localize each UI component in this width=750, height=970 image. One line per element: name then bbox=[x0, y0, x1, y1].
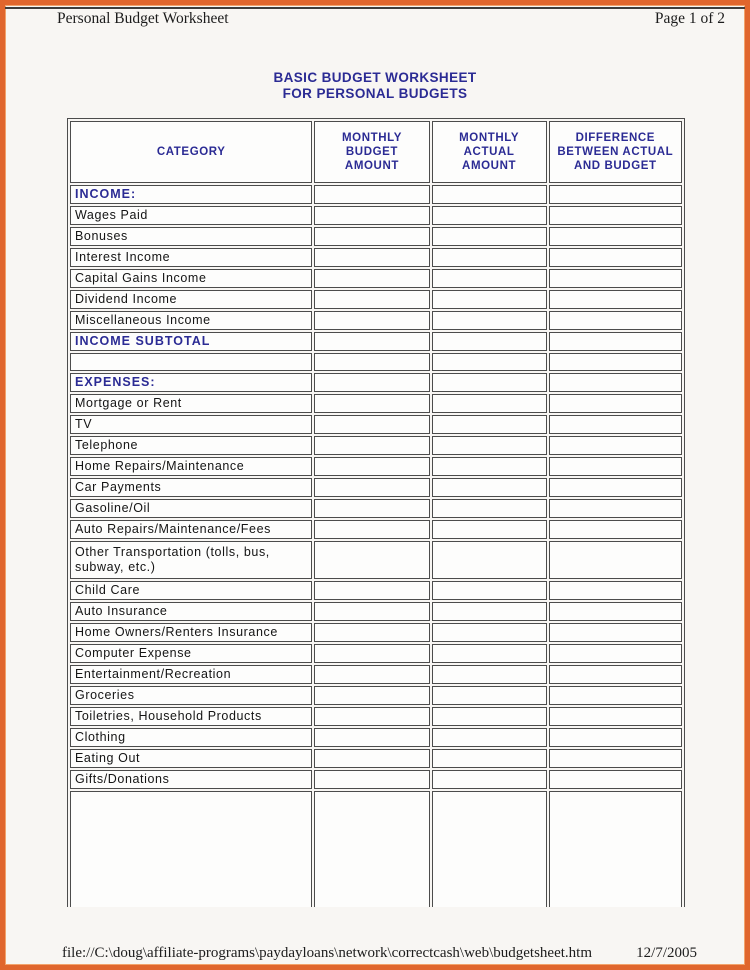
worksheet-title-line1: BASIC BUDGET WORKSHEET bbox=[273, 70, 477, 85]
table-row bbox=[70, 227, 682, 246]
category-cell: Car Payments bbox=[70, 478, 312, 497]
document-footer bbox=[62, 945, 697, 962]
difference-cell bbox=[549, 373, 682, 392]
table-row bbox=[70, 581, 682, 600]
budget-amount-cell bbox=[314, 311, 429, 330]
category-cell: Mortgage or Rent bbox=[70, 394, 312, 413]
difference-cell bbox=[549, 457, 682, 476]
category-cell: Other Transportation (tolls, bus, subway, etc.) bbox=[70, 541, 312, 579]
difference-cell bbox=[549, 269, 682, 288]
actual-amount-cell bbox=[432, 644, 547, 663]
budget-amount-cell bbox=[314, 394, 429, 413]
document-header-title: Personal Budget Worksheet bbox=[57, 10, 229, 27]
actual-amount-cell bbox=[432, 311, 547, 330]
table-row bbox=[70, 707, 682, 726]
actual-amount-cell bbox=[432, 770, 547, 789]
budget-amount-cell bbox=[314, 373, 429, 392]
table-row bbox=[70, 478, 682, 497]
actual-amount-cell bbox=[432, 581, 547, 600]
footer-file-path: file://C:\doug\affiliate-programs\paydayloans\network\correctcash\web\budgetsheet.htm bbox=[62, 945, 592, 961]
difference-cell bbox=[549, 311, 682, 330]
actual-amount-cell bbox=[432, 248, 547, 267]
difference-cell bbox=[549, 436, 682, 455]
table-header-row bbox=[70, 121, 682, 183]
budget-amount-cell bbox=[314, 185, 429, 204]
table-row bbox=[70, 791, 682, 907]
actual-amount-cell bbox=[432, 436, 547, 455]
category-cell: TV bbox=[70, 415, 312, 434]
budget-amount-cell bbox=[314, 269, 429, 288]
difference-cell bbox=[549, 394, 682, 413]
category-cell: EXPENSES: bbox=[70, 373, 312, 392]
budget-amount-cell bbox=[314, 290, 429, 309]
table-row bbox=[70, 770, 682, 789]
actual-amount-cell bbox=[432, 499, 547, 518]
difference-cell bbox=[549, 248, 682, 267]
table-row bbox=[70, 499, 682, 518]
budget-amount-cell bbox=[314, 248, 429, 267]
difference-cell bbox=[549, 353, 682, 371]
table-row bbox=[70, 311, 682, 330]
difference-cell bbox=[549, 770, 682, 789]
table-row bbox=[70, 290, 682, 309]
category-cell: Eating Out bbox=[70, 749, 312, 768]
category-cell: Gifts/Donations bbox=[70, 770, 312, 789]
actual-amount-cell bbox=[432, 623, 547, 642]
difference-cell bbox=[549, 728, 682, 747]
difference-cell bbox=[549, 644, 682, 663]
table-row bbox=[70, 269, 682, 288]
category-cell: Interest Income bbox=[70, 248, 312, 267]
column-header-actual-amount: MONTHLY ACTUAL AMOUNT bbox=[432, 121, 547, 183]
actual-amount-cell bbox=[432, 686, 547, 705]
actual-amount-cell bbox=[432, 707, 547, 726]
difference-cell bbox=[549, 686, 682, 705]
budget-table-container bbox=[67, 118, 685, 907]
table-row bbox=[70, 686, 682, 705]
worksheet-title bbox=[5, 70, 745, 102]
column-header-category: CATEGORY bbox=[70, 121, 312, 183]
difference-cell bbox=[549, 707, 682, 726]
budget-amount-cell bbox=[314, 206, 429, 225]
category-cell: Capital Gains Income bbox=[70, 269, 312, 288]
table-row bbox=[70, 644, 682, 663]
budget-amount-cell bbox=[314, 353, 429, 371]
table-row bbox=[70, 541, 682, 579]
category-cell: Entertainment/Recreation bbox=[70, 665, 312, 684]
footer-date: 12/7/2005 bbox=[636, 945, 697, 961]
difference-cell bbox=[549, 541, 682, 579]
actual-amount-cell bbox=[432, 290, 547, 309]
table-row bbox=[70, 728, 682, 747]
actual-amount-cell bbox=[432, 728, 547, 747]
actual-amount-cell bbox=[432, 269, 547, 288]
budget-amount-cell bbox=[314, 520, 429, 539]
table-row bbox=[70, 665, 682, 684]
category-cell: Groceries bbox=[70, 686, 312, 705]
difference-cell bbox=[549, 520, 682, 539]
column-header-budget-amount: MONTHLY BUDGET AMOUNT bbox=[314, 121, 429, 183]
actual-amount-cell bbox=[432, 749, 547, 768]
table-row bbox=[70, 394, 682, 413]
budget-amount-cell bbox=[314, 665, 429, 684]
difference-cell bbox=[549, 290, 682, 309]
budget-amount-cell bbox=[314, 415, 429, 434]
budget-amount-cell bbox=[314, 749, 429, 768]
difference-cell bbox=[549, 227, 682, 246]
difference-cell bbox=[549, 332, 682, 351]
actual-amount-cell bbox=[432, 332, 547, 351]
actual-amount-cell bbox=[432, 227, 547, 246]
table-row bbox=[70, 185, 682, 204]
difference-cell bbox=[549, 499, 682, 518]
category-cell: Toiletries, Household Products bbox=[70, 707, 312, 726]
category-cell: INCOME: bbox=[70, 185, 312, 204]
category-cell: Child Care bbox=[70, 581, 312, 600]
table-row bbox=[70, 248, 682, 267]
category-cell: Wages Paid bbox=[70, 206, 312, 225]
budget-amount-cell bbox=[314, 644, 429, 663]
difference-cell bbox=[549, 415, 682, 434]
budget-amount-cell bbox=[314, 602, 429, 621]
category-cell: Auto Insurance bbox=[70, 602, 312, 621]
actual-amount-cell bbox=[432, 415, 547, 434]
actual-amount-cell bbox=[432, 791, 547, 907]
table-row bbox=[70, 332, 682, 351]
difference-cell bbox=[549, 581, 682, 600]
difference-cell bbox=[549, 665, 682, 684]
table-row bbox=[70, 520, 682, 539]
category-cell: Clothing bbox=[70, 728, 312, 747]
actual-amount-cell bbox=[432, 353, 547, 371]
category-cell: Home Owners/Renters Insurance bbox=[70, 623, 312, 642]
worksheet-title-line2: FOR PERSONAL BUDGETS bbox=[282, 86, 468, 101]
budget-amount-cell bbox=[314, 770, 429, 789]
category-cell: Bonuses bbox=[70, 227, 312, 246]
category-cell bbox=[70, 353, 312, 371]
difference-cell bbox=[549, 791, 682, 907]
actual-amount-cell bbox=[432, 520, 547, 539]
difference-cell bbox=[549, 602, 682, 621]
category-cell: Gasoline/Oil bbox=[70, 499, 312, 518]
table-row bbox=[70, 373, 682, 392]
budget-amount-cell bbox=[314, 581, 429, 600]
budget-amount-cell bbox=[314, 227, 429, 246]
actual-amount-cell bbox=[432, 478, 547, 497]
budget-amount-cell bbox=[314, 457, 429, 476]
budget-table bbox=[67, 118, 685, 907]
category-cell: Miscellaneous Income bbox=[70, 311, 312, 330]
table-row bbox=[70, 749, 682, 768]
category-cell: Telephone bbox=[70, 436, 312, 455]
table-row bbox=[70, 353, 682, 371]
difference-cell bbox=[549, 623, 682, 642]
budget-amount-cell bbox=[314, 478, 429, 497]
table-row bbox=[70, 206, 682, 225]
table-row bbox=[70, 602, 682, 621]
difference-cell bbox=[549, 206, 682, 225]
table-row bbox=[70, 415, 682, 434]
difference-cell bbox=[549, 478, 682, 497]
category-cell: Dividend Income bbox=[70, 290, 312, 309]
budget-amount-cell bbox=[314, 541, 429, 579]
document-header bbox=[5, 9, 745, 28]
category-cell: INCOME SUBTOTAL bbox=[70, 332, 312, 351]
difference-cell bbox=[549, 749, 682, 768]
budget-amount-cell bbox=[314, 623, 429, 642]
actual-amount-cell bbox=[432, 541, 547, 579]
table-row bbox=[70, 436, 682, 455]
difference-cell bbox=[549, 185, 682, 204]
column-header-difference: DIFFERENCE BETWEEN ACTUAL AND BUDGET bbox=[549, 121, 682, 183]
budget-amount-cell bbox=[314, 332, 429, 351]
budget-amount-cell bbox=[314, 686, 429, 705]
table-row bbox=[70, 457, 682, 476]
actual-amount-cell bbox=[432, 665, 547, 684]
category-cell: Auto Repairs/Maintenance/Fees bbox=[70, 520, 312, 539]
budget-amount-cell bbox=[314, 436, 429, 455]
actual-amount-cell bbox=[432, 206, 547, 225]
category-cell bbox=[70, 791, 312, 907]
actual-amount-cell bbox=[432, 185, 547, 204]
budget-amount-cell bbox=[314, 499, 429, 518]
actual-amount-cell bbox=[432, 457, 547, 476]
category-cell: Home Repairs/Maintenance bbox=[70, 457, 312, 476]
category-cell: Computer Expense bbox=[70, 644, 312, 663]
budget-amount-cell bbox=[314, 707, 429, 726]
budget-amount-cell bbox=[314, 791, 429, 907]
actual-amount-cell bbox=[432, 602, 547, 621]
actual-amount-cell bbox=[432, 394, 547, 413]
actual-amount-cell bbox=[432, 373, 547, 392]
page-number: Page 1 of 2 bbox=[654, 10, 725, 27]
budget-amount-cell bbox=[314, 728, 429, 747]
table-row bbox=[70, 623, 682, 642]
